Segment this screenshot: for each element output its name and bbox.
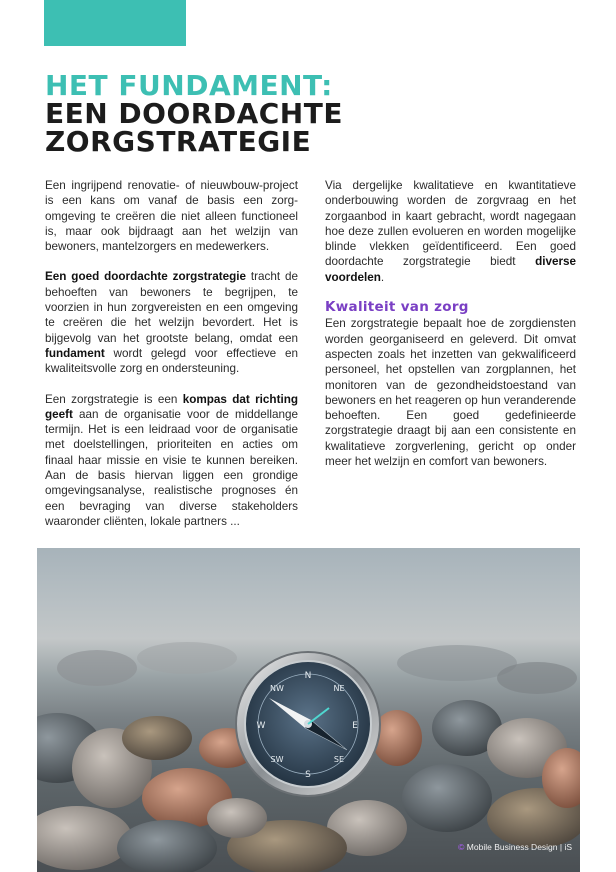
compass-label-e: E (352, 721, 358, 731)
compass-label-w: W (256, 721, 266, 731)
left-paragraph-1: Een ingrijpend renovatie- of nieuwbouw-project is een kans om vanaf de basis een zorg-omgeving te creëren die niet alleen functioneel is, maar ook bijdraagt aan het welzijn van bewoners, mantelzorgers en medewerkers. (45, 179, 298, 254)
compass (236, 652, 380, 796)
left-paragraph-3: Een zorgstrategie is een kompas dat richting geeft aan de organisatie voor de middellange termijn. Het is een leidraad voor de organisatie met doelstellingen, prioriteiten en acties om finaal haar missie en visie te kunnen bereiken. Aan de basis hiervan liggen een grondige omgevingsanalyse, realistische prognoses én een bevraging van diverse stakeholders waaronder cliënten, lokale partners ... (45, 392, 298, 528)
subheading-kwaliteit: Kwaliteit van zorg (325, 299, 469, 316)
compass-on-pebbles-illustration (37, 548, 580, 872)
right-column (325, 178, 576, 484)
compass-label-se: SE (333, 755, 345, 764)
bold-phrase: Een goed doordachte zorgstrategie (45, 270, 247, 284)
compass-label-n: N (304, 671, 312, 681)
compass-label-ne: NE (333, 684, 345, 693)
right-paragraph-2: Een zorgstrategie bepaalt hoe de zorgdiensten worden georganiseerd en geleverd. Dit omvat aspecten zoals het inzetten van gekwalificeerd personeel, het opstellen van zorgplannen, het monitoren van de gezondheidstoestand van bewoners en het reageren op hun veranderende behoeften. Een goed gedefinieerde zorgstrategie draagt bij aan een consistente en kwalitatieve zorgverlening, gericht op onder meer het welzijn en comfort van bewoners. (325, 317, 576, 469)
bold-phrase: kompas dat richting geeft (45, 392, 298, 421)
compass-label-s: S (305, 770, 311, 780)
left-column (45, 178, 298, 544)
accent-bar (44, 0, 186, 46)
compass-label-nw: NW (270, 684, 284, 693)
bold-phrase: fundament (45, 346, 105, 360)
headline-line-3: ZORGSTRATEGIE (45, 125, 312, 158)
left-paragraph-2: Een goed doordachte zorgstrategie tracht de behoeften van bewoners te begrijpen, te voorzien in hun zorgvereisten en een omgeving te creëren die het welzijn bevordert. Het is bijgevolg van het grootste belang, omdat een fundament wordt gelegd voor effectieve en kwaliteitsvolle zorg en ondersteuning. (45, 270, 298, 376)
compass-label-sw: SW (270, 755, 284, 764)
compass-photo (37, 548, 580, 872)
photo-credit: © Mobile Business Design | iS (458, 842, 572, 852)
right-paragraph-1: Via dergelijke kwalitatieve en kwantitatieve onderbouwing worden de zorgvraag en het zorgaanbod in kaart gebracht, wordt nagegaan hoe deze zullen evolueren en worden mogelijke blinde vlekken geïdentificeerd. Een goed doordachte zorgstrategie biedt diverse voordelen. (325, 179, 576, 284)
headline-line-1: HET FUNDAMENT: (45, 69, 333, 102)
page-headline (45, 69, 343, 158)
headline-line-2: EEN DOORDACHTE (45, 97, 343, 130)
bold-phrase: diverse voordelen (325, 255, 576, 284)
